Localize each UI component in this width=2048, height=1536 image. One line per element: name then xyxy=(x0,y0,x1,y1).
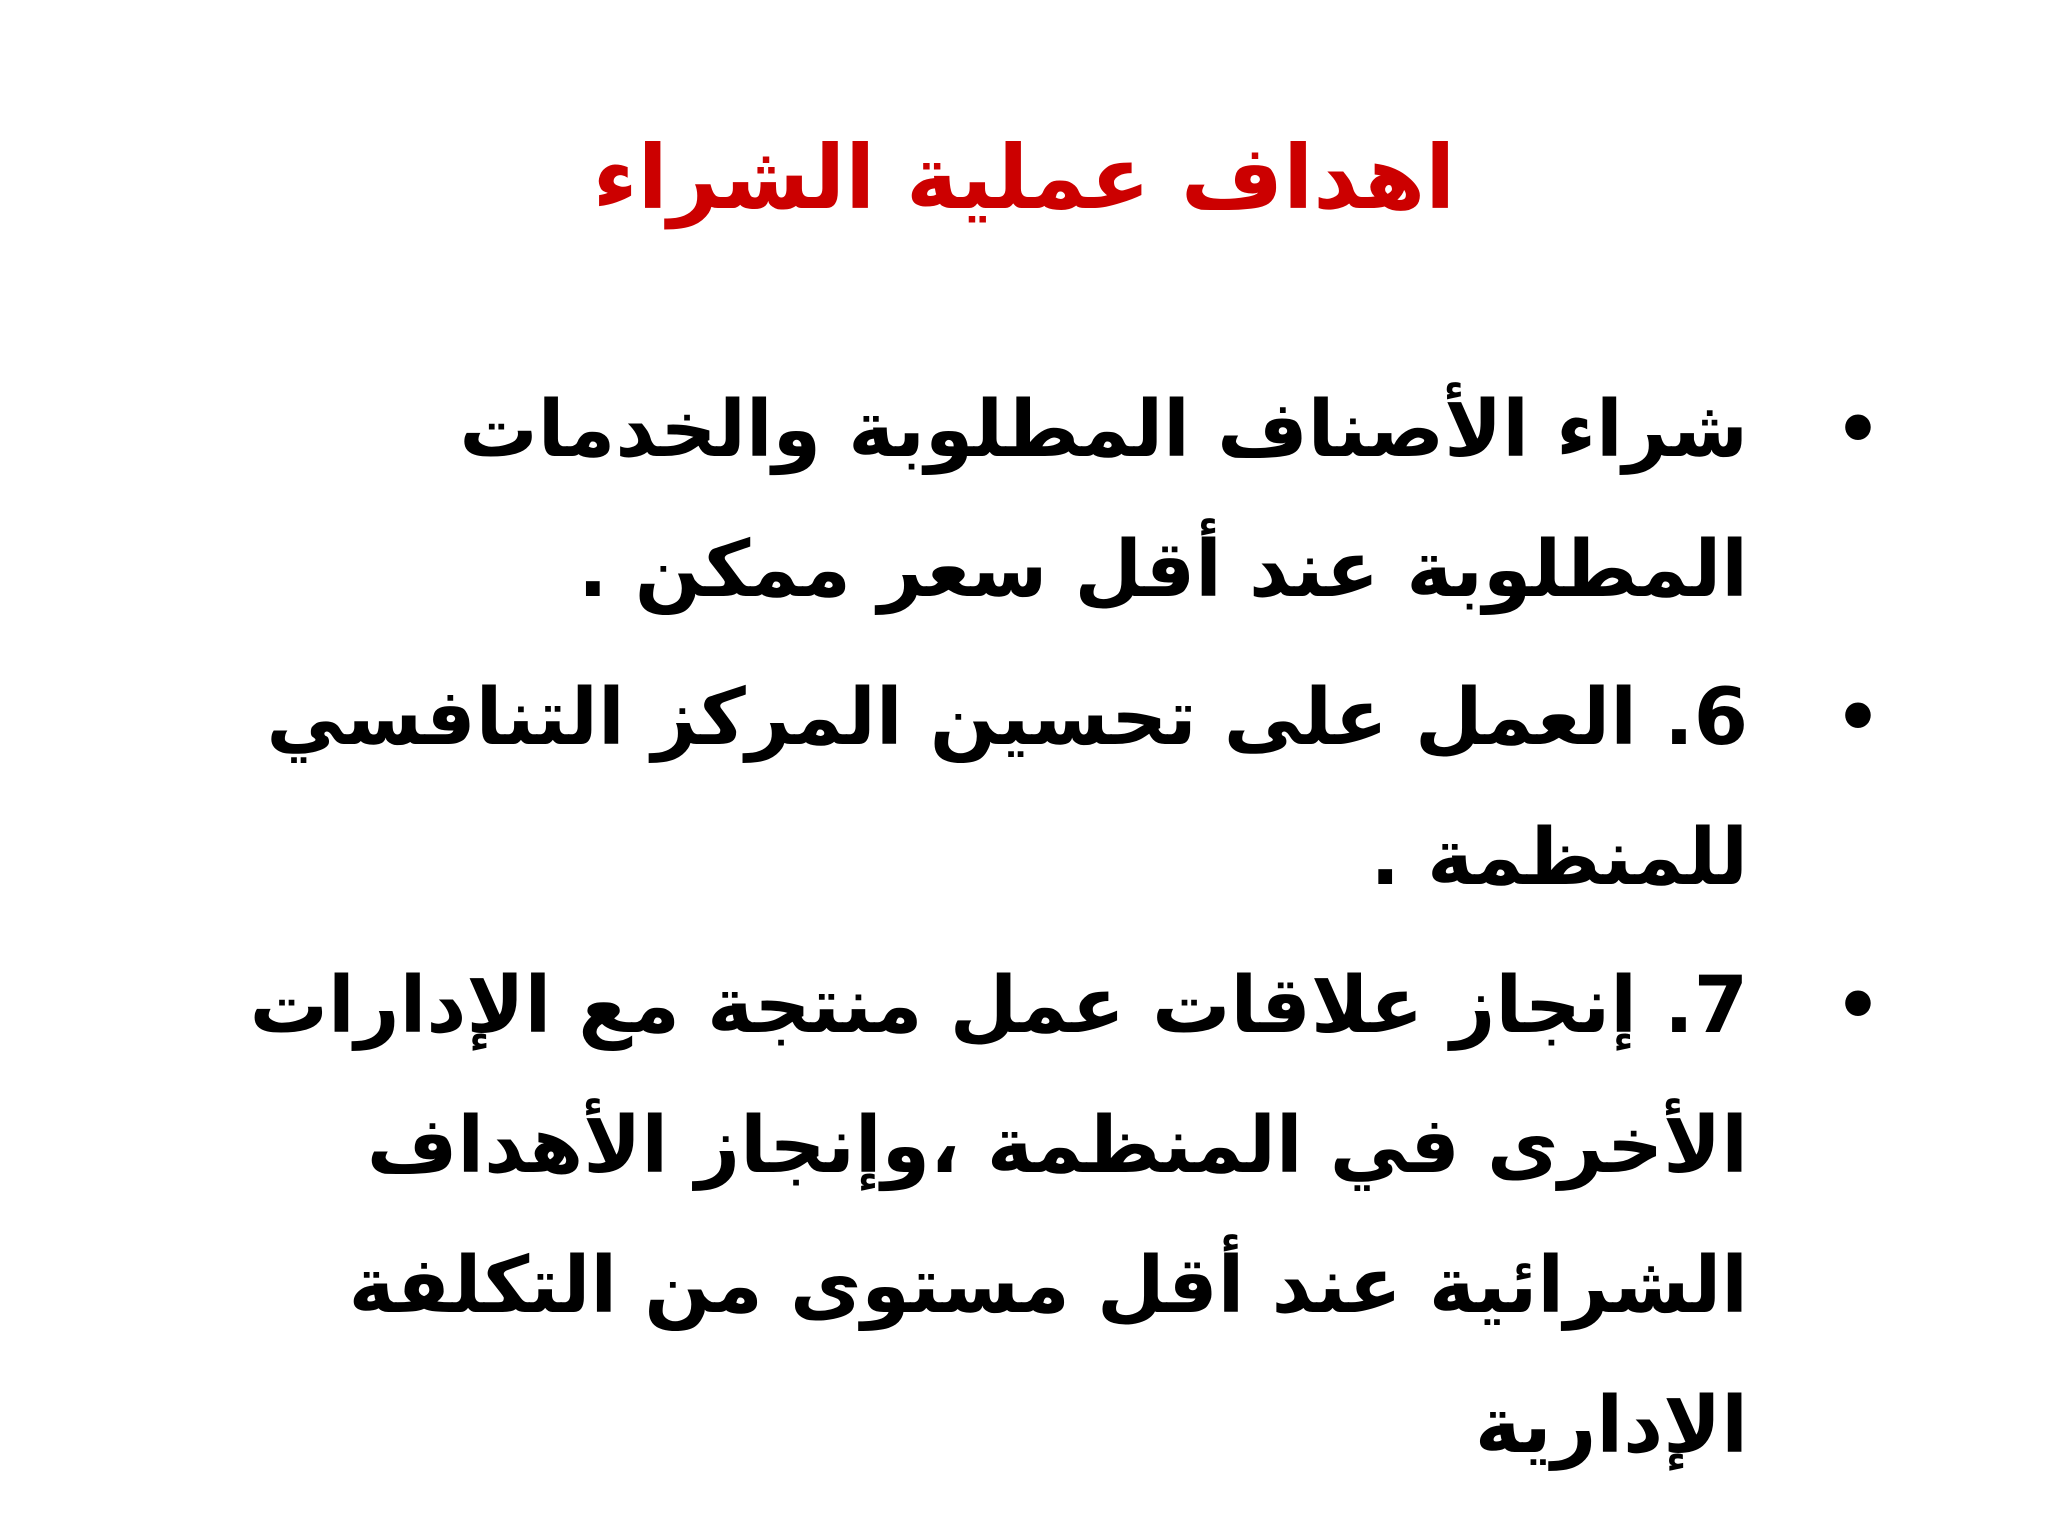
bullet-dot-icon: • xyxy=(1832,954,1884,1057)
bullet-dot-icon: • xyxy=(1832,378,1884,481)
bullet-dot-icon: • xyxy=(1832,666,1884,769)
bullet-item-3 xyxy=(108,936,1968,1496)
slide-title: اهداف عملية الشراء xyxy=(592,126,1456,229)
bullet-item-2 xyxy=(108,648,1968,928)
bullet-text-2: 6. العمل على تحسين المركز التنافسي للمنظمة . xyxy=(266,673,1748,903)
bullet-text-1: شراء الأصناف المطلوبة والخدمات المطلوبة عند أقل سعر ممكن . xyxy=(459,385,1748,615)
bullet-list xyxy=(108,360,1968,1504)
bullet-item-1 xyxy=(108,360,1968,640)
bullet-text-3: 7. إنجاز علاقات عمل منتجة مع الإدارات الأخرى في المنظمة ،وإنجاز الأهداف الشرائية عند أقل مستوى من التكلفة الإدارية xyxy=(249,961,1748,1471)
